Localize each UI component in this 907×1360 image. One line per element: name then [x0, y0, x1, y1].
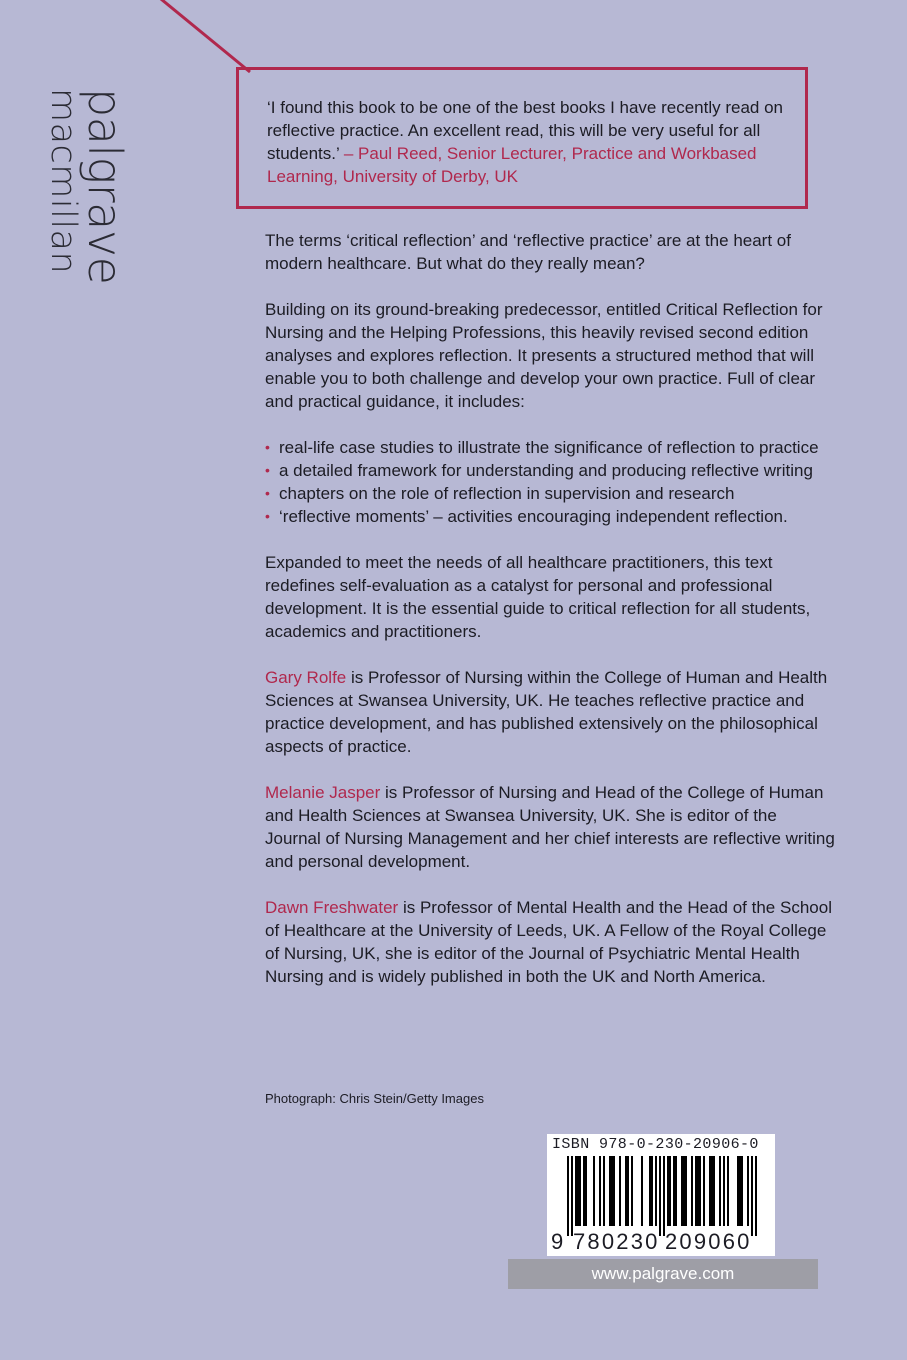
barcode-bar [625, 1156, 627, 1226]
barcode-bar [667, 1156, 669, 1226]
barcode-bar [709, 1156, 711, 1226]
isbn-barcode [547, 1134, 775, 1256]
quote-body: ‘I found this book to be one of the best books I have recently read on reflective practice. An excellent read, this will be very useful for all students.’ [267, 98, 784, 163]
barcode-bar [571, 1156, 573, 1236]
bullet-icon: • [265, 462, 270, 478]
barcode-bar [683, 1156, 685, 1226]
barcode-bar [585, 1156, 587, 1226]
barcode-bar [663, 1156, 665, 1236]
barcode-bar [627, 1156, 629, 1226]
barcode-bar [631, 1156, 633, 1226]
barcode-bar [713, 1156, 715, 1226]
author-name: Melanie Jasper [265, 783, 381, 802]
logo-line1: palgrave [78, 88, 132, 285]
barcode-bar [723, 1156, 725, 1226]
bullet-icon: • [265, 485, 270, 501]
author-bio [265, 896, 835, 988]
barcode-bar [755, 1156, 757, 1236]
author-bio [265, 781, 835, 873]
barcode-bar [593, 1156, 595, 1226]
list-item: • chapters on the role of reflection in supervision and research [265, 484, 735, 503]
barcode-bar [697, 1156, 699, 1226]
logo-line2: macmillan [43, 88, 83, 275]
barcode-bar [599, 1156, 601, 1226]
isbn-label: ISBN 978-0-230-20906-0 [552, 1136, 759, 1153]
author-name: Dawn Freshwater [265, 898, 399, 917]
barcode-bar [691, 1156, 693, 1226]
barcode-bar [699, 1156, 701, 1226]
barcode-bar [747, 1156, 749, 1226]
barcode-bar [695, 1156, 697, 1226]
barcode-bar [669, 1156, 671, 1226]
barcode-bar [751, 1156, 753, 1236]
barcode-bar [603, 1156, 605, 1226]
barcode-bar [703, 1156, 705, 1226]
barcode-bar [739, 1156, 741, 1226]
barcode-bar [719, 1156, 721, 1226]
quote-box [236, 67, 808, 209]
summary-paragraph: Expanded to meet the needs of all healthcare practitioners, this text redefines self-evaluation as a catalyst for personal and professional development. It is the essential guide to critical reflection for all students, academics and practitioners. [265, 553, 811, 641]
barcode-bar [737, 1156, 739, 1226]
barcode-bar [741, 1156, 743, 1226]
intro-paragraph: The terms ‘critical reflection’ and ‘reflective practice’ are at the heart of modern healthcare. But what do they really mean? [265, 231, 791, 273]
author-bio-text: is Professor of Mental Health and the Head of the School of Healthcare at the University of Leeds, UK. A Fellow of the Royal College of Nursing, UK, she is editor of the Journal of Psychiatric Mental Health Nursing and is widely published in both the UK and North America. [265, 898, 832, 986]
barcode-bar [673, 1156, 675, 1226]
barcode-bar [577, 1156, 579, 1226]
author-bio-text: is Professor of Nursing and Head of the College of Human and Health Sciences at Swansea University, UK. She is editor of the Journal of Nursing Management and her chief interests are reflective writing and personal development. [265, 783, 835, 871]
barcode-bar [651, 1156, 653, 1226]
barcode-bar [575, 1156, 577, 1226]
publisher-website[interactable]: www.palgrave.com [508, 1259, 818, 1289]
barcode-bar [613, 1156, 615, 1226]
barcode-bars [553, 1156, 769, 1236]
barcode-bar [681, 1156, 683, 1226]
barcode-digit-group: 209060 [665, 1229, 752, 1254]
quote-text [267, 96, 785, 188]
barcode-digit-group: 780230 [573, 1229, 660, 1254]
publisher-logo [38, 88, 132, 285]
barcode-bar [611, 1156, 613, 1226]
list-item: • ‘reflective moments’ – activities encouraging independent reflection. [265, 507, 788, 526]
description-paragraph: Building on its ground-breaking predecessor, entitled Critical Reflection for Nursing and the Helping Professions, this heavily revised second edition analyses and explores reflection. It presents a structured method that will enable you to both challenge and develop your own practice. Full of clear and practical guidance, it includes: [265, 300, 823, 411]
quote-attribution: – Paul Reed, Senior Lecturer, Practice and Workbased Learning, University of Derby, UK [267, 144, 757, 186]
barcode-bar [685, 1156, 687, 1226]
barcode-bar [649, 1156, 651, 1226]
author-name: Gary Rolfe [265, 668, 347, 687]
barcode-bar [567, 1156, 569, 1236]
list-item: • a detailed framework for understanding and producing reflective writing [265, 461, 813, 480]
barcode-bar [579, 1156, 581, 1226]
barcode-digit-group: 9 [551, 1229, 564, 1254]
barcode-bar [711, 1156, 713, 1226]
barcode-bar [583, 1156, 585, 1226]
barcode-bar [619, 1156, 621, 1226]
barcode-bar [727, 1156, 729, 1226]
barcode-bar [655, 1156, 657, 1226]
list-item: • real-life case studies to illustrate the significance of reflection to practice [265, 438, 819, 457]
barcode-bar [659, 1156, 661, 1236]
back-cover-text [265, 229, 835, 1011]
bullet-icon: • [265, 508, 270, 524]
author-bio [265, 666, 835, 758]
photo-credit: Photograph: Chris Stein/Getty Images [265, 1091, 484, 1106]
author-bio-text: is Professor of Nursing within the College of Human and Health Sciences at Swansea University, UK. He teaches reflective practice and practice development, and has published extensively on the philosophical aspects of practice. [265, 668, 828, 756]
barcode-bar [609, 1156, 611, 1226]
barcode-bar [641, 1156, 643, 1226]
corner-decorative-line [0, 0, 260, 100]
bullet-icon: • [265, 439, 270, 455]
feature-list [265, 436, 835, 528]
barcode-bar [675, 1156, 677, 1226]
